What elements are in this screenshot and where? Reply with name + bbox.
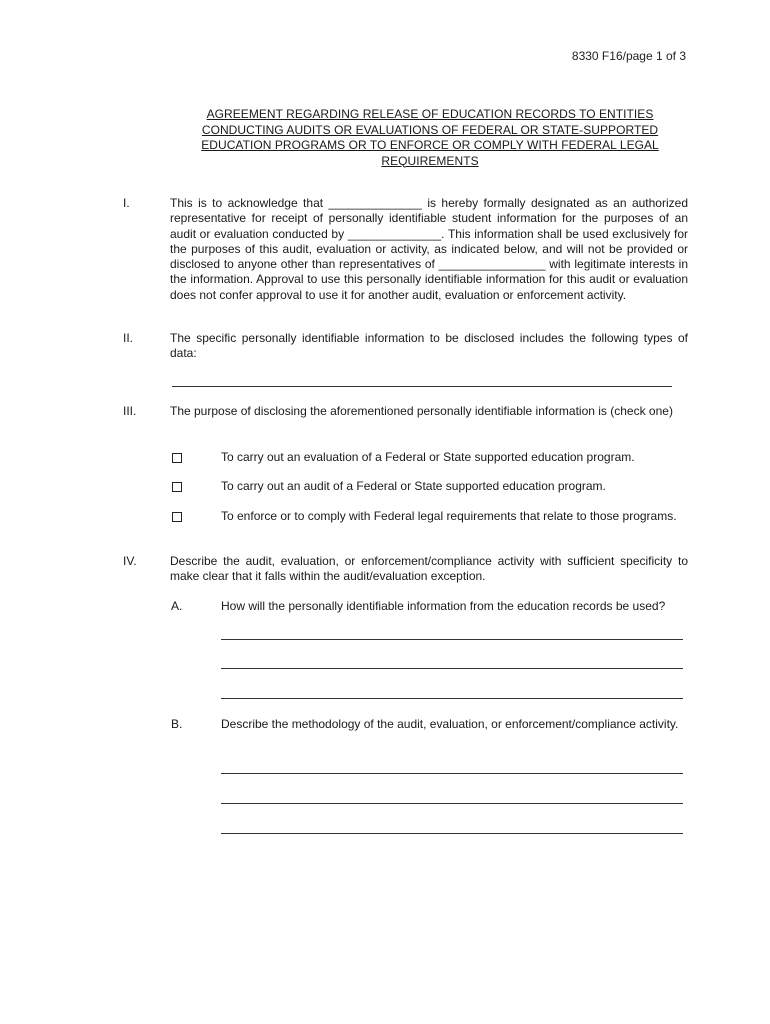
form-page-number: 8330 F16/page 1 of 3 — [571, 49, 686, 63]
option-evaluation-label: To carry out an evaluation of a Federal or State supported education program. — [221, 450, 635, 464]
answer-line[interactable] — [221, 803, 683, 804]
subitem-a-question: How will the personally identifiable information from the education records be used? — [221, 599, 666, 613]
section-number: II. — [123, 331, 134, 345]
section-text: Describe the audit, evaluation, or enforcement/compliance activity with sufficient specificity to make clear that it falls within the audit/evaluation exception. — [170, 554, 688, 584]
answer-line[interactable] — [221, 639, 683, 640]
subitem-b-question: Describe the methodology of the audit, evaluation, or enforcement/compliance activity. — [221, 717, 679, 731]
evaluation-checkbox[interactable] — [172, 453, 182, 463]
answer-line[interactable] — [221, 773, 683, 774]
section-number: I. — [123, 196, 130, 210]
enforce-checkbox[interactable] — [172, 512, 182, 522]
section-number: III. — [123, 404, 137, 418]
subitem-a-letter: A. — [171, 599, 183, 613]
data-types-line[interactable] — [172, 386, 672, 387]
answer-line[interactable] — [221, 833, 683, 834]
option-audit-label: To carry out an audit of a Federal or State supported education program. — [221, 479, 606, 493]
subitem-b-letter: B. — [171, 717, 183, 731]
section-text: The purpose of disclosing the aforementioned personally identifiable information is (check one) — [170, 404, 673, 418]
document-title: AGREEMENT REGARDING RELEASE OF EDUCATION RECORDS TO ENTITIES CONDUCTING AUDITS OR EVALUATIONS OF FEDERAL OR STATE-SUPPORTED EDUCATION PROGRAMS OR TO ENFORCE OR COMPLY WITH FEDERAL LEGAL REQUIREMENTS — [201, 107, 659, 168]
audit-checkbox[interactable] — [172, 482, 182, 492]
option-enforce-label: To enforce or to comply with Federal legal requirements that relate to those programs. — [221, 509, 677, 523]
section-number: IV. — [123, 554, 137, 568]
section-text: This is to acknowledge that ______________ is hereby formally designated as an authorized representative for receipt of personally identifiable student information for the purposes of an audit or evaluation conducted by ______________. This information shall be used exclusively for the purposes of this audit, evaluation or activity, as indicated below, and will not be provided or disclosed to anyone other than representatives of ________________ with legitimate interests in the information. Approval to use this personally identifiable information for this audit or evaluation does not confer approval to use it for another audit, evaluation or enforcement activity. — [170, 196, 688, 302]
answer-line[interactable] — [221, 668, 683, 669]
section-text: The specific personally identifiable information to be disclosed includes the following types of data: — [170, 331, 688, 361]
answer-line[interactable] — [221, 698, 683, 699]
